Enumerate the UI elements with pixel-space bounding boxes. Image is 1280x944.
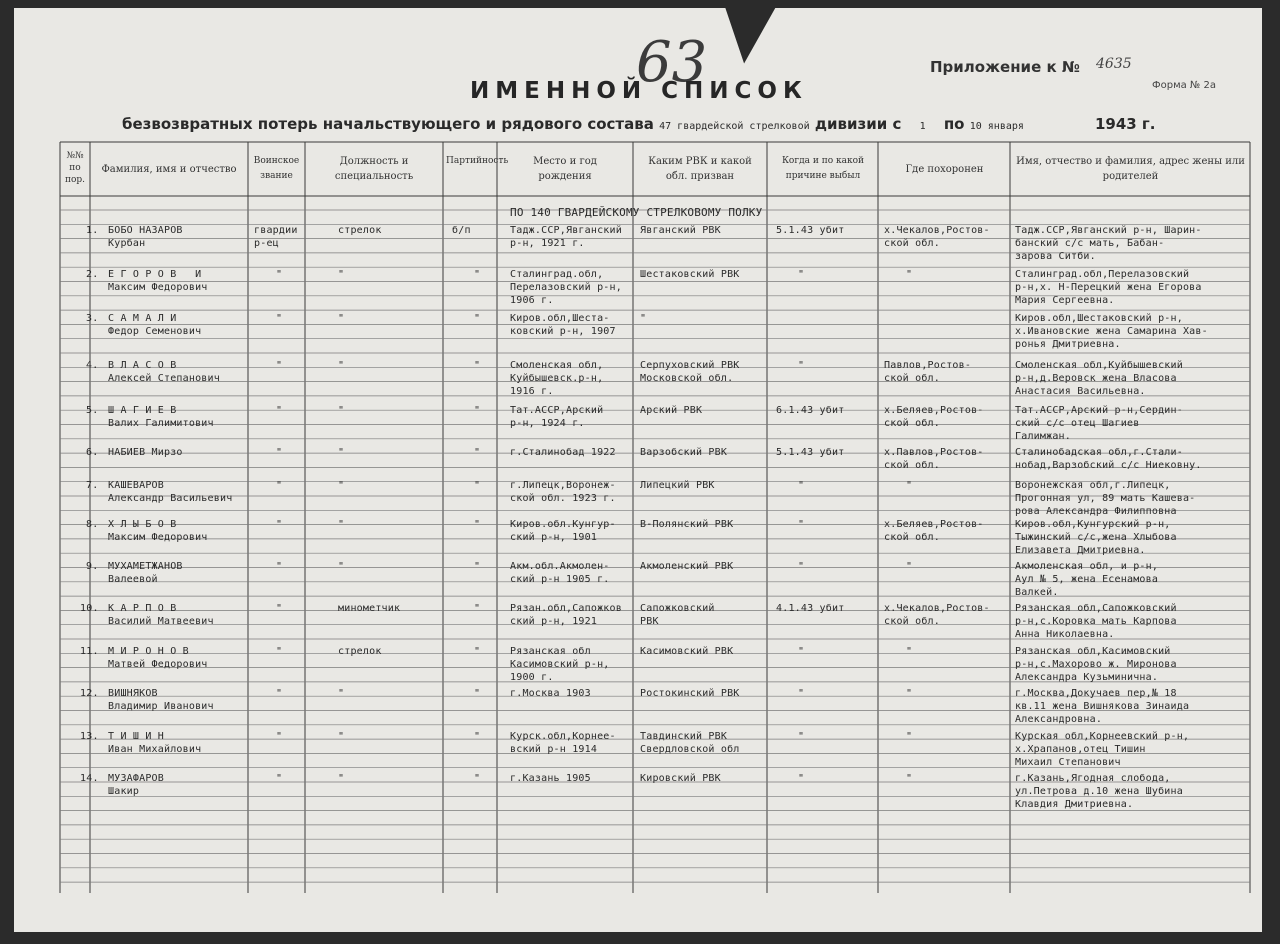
row-rvk: Ростокинский РВК xyxy=(640,688,740,699)
row-departed: " xyxy=(798,688,805,699)
row-name: Х Л Ы Б О В Максим Федорович xyxy=(108,519,208,543)
row-birth: Курск.обл,Корнее- вский р-н 1914 xyxy=(510,731,616,755)
row-party: " xyxy=(474,405,481,416)
subtitle-to: 10 января xyxy=(969,121,1024,132)
row-birth: Рязанская обл Касимовский р-н, 1900 г. xyxy=(510,646,610,683)
column-header-kin: Имя, отчество и фамилия, адрес жены или родителей xyxy=(1016,156,1245,182)
row-name: С А М А Л И Федор Семенович xyxy=(108,313,202,337)
row-birth: г.Казань 1905 xyxy=(510,773,591,784)
row-position: " xyxy=(338,447,345,458)
row-rvk: В-Полянский РВК xyxy=(640,519,734,530)
row-birth: Тадж.ССР,Явганский р-н, 1921 г. xyxy=(510,225,622,249)
row-position: " xyxy=(338,313,345,324)
row-rank: " xyxy=(276,561,283,572)
row-kin: Тат.АССР,Арский р-н,Сердин- ский с/с отец Шагиев Галимжан. xyxy=(1015,405,1183,442)
subtitle-pre: безвозвратных потерь начальствующего и рядового состава xyxy=(122,115,654,133)
row-rvk: Шестаковский РВК xyxy=(640,269,740,280)
row-party: " xyxy=(474,646,481,657)
row-buried: " xyxy=(906,561,913,572)
row-name: БОБО НАЗАРОВ Курбан xyxy=(108,225,183,249)
row-rank: " xyxy=(276,646,283,657)
row-rvk: Касимовский РВК xyxy=(640,646,734,657)
column-header-buried: Где похоронен xyxy=(905,164,984,175)
row-departed: " xyxy=(798,519,805,530)
row-position: " xyxy=(338,731,345,742)
row-position: " xyxy=(338,269,345,280)
handwritten-number: 63 xyxy=(636,30,708,95)
row-buried: х.Беляев,Ростов- ской обл. xyxy=(884,519,984,543)
row-buried: Павлов,Ростов- ской обл. xyxy=(884,360,972,384)
row-birth: Рязан.обл,Сапожков ский р-н, 1921 xyxy=(510,603,622,627)
column-header-number: №№ по пор. xyxy=(64,151,86,185)
section-title: ПО 140 ГВАРДЕЙСКОМУ СТРЕЛКОВОМУ ПОЛКУ xyxy=(510,206,763,219)
row-number: 11. xyxy=(80,646,99,657)
row-position: " xyxy=(338,360,345,371)
row-kin: Киров.обл,Кунгурский р-н, Тыжинский с/с,жена Хлыбова Елизавета Дмитриевна. xyxy=(1015,519,1177,556)
row-birth: г.Москва 1903 xyxy=(510,688,591,699)
column-header-rank: Воинское звание xyxy=(253,156,300,181)
row-kin: г.Москва,Докучаев пер,№ 18 кв.11 жена Вишнякова Зинаида Александровна. xyxy=(1015,688,1190,725)
row-departed: 5.1.43 убит xyxy=(776,447,845,458)
row-birth: Акм.обл.Акмолен- ский р-н 1905 г. xyxy=(510,561,610,585)
row-departed: " xyxy=(798,646,805,657)
row-birth: Тат.АССР,Арский р-н, 1924 г. xyxy=(510,405,604,429)
row-kin: Сталинобадская обл,г.Стали- нобад,Варзобский с/с Ниековну. xyxy=(1015,447,1202,471)
row-name: Е Г О Р О В И Максим Федорович xyxy=(108,269,208,293)
row-rank: " xyxy=(276,269,283,280)
row-rank: " xyxy=(276,360,283,371)
row-buried: х.Чекалов,Ростов- ской обл. xyxy=(884,225,990,249)
row-position: " xyxy=(338,405,345,416)
row-rvk: Липецкий РВК xyxy=(640,480,715,491)
row-rvk: Варзобский РВК xyxy=(640,447,728,458)
row-name: НАБИЕВ Мирзо xyxy=(108,447,183,458)
row-position: минометчик xyxy=(338,603,401,614)
row-party: " xyxy=(474,773,481,784)
row-buried: х.Павлов,Ростов- ской обл. xyxy=(884,447,984,471)
row-rvk: Серпуховский РВК Московской обл. xyxy=(640,360,740,384)
row-departed: 4.1.43 убит xyxy=(776,603,845,614)
column-header-rvk: Каким РВК и какой обл. призван xyxy=(648,156,752,182)
row-buried: " xyxy=(906,688,913,699)
row-name: МУЗАФАРОВ Шакир xyxy=(108,773,164,797)
row-number: 5. xyxy=(86,405,99,416)
row-birth: Киров.обл.Кунгур- ский р-н, 1901 xyxy=(510,519,616,543)
row-rank: " xyxy=(276,480,283,491)
row-position: стрелок xyxy=(338,646,382,657)
row-departed: " xyxy=(798,360,805,371)
row-rank: " xyxy=(276,313,283,324)
form-number: Форма № 2а xyxy=(1152,80,1216,91)
column-header-departed: Когда и по какой причине выбыл xyxy=(781,156,865,181)
document-subtitle xyxy=(122,115,1155,133)
row-departed: " xyxy=(798,269,805,280)
row-buried: " xyxy=(906,731,913,742)
row-departed: " xyxy=(798,731,805,742)
row-party: " xyxy=(474,688,481,699)
row-rank: " xyxy=(276,731,283,742)
subtitle-year: 1943 г. xyxy=(1094,115,1156,133)
subtitle-mid: дивизии с xyxy=(814,115,902,133)
row-position: " xyxy=(338,561,345,572)
row-rvk: " xyxy=(640,313,647,324)
row-position: " xyxy=(338,519,345,530)
row-number: 3. xyxy=(86,313,99,324)
row-birth: Киров.обл,Шеста- ковский р-н, 1907 xyxy=(510,313,616,337)
subtitle-to-label: по xyxy=(943,115,965,133)
row-rvk: Акмоленский РВК xyxy=(640,561,734,572)
row-party: " xyxy=(474,269,481,280)
row-buried: " xyxy=(906,646,913,657)
row-rvk: Кировский РВК xyxy=(640,773,721,784)
row-rank: " xyxy=(276,603,283,614)
row-name: Т И Ш И Н Иван Михайлович xyxy=(108,731,202,755)
row-party: " xyxy=(474,360,481,371)
row-kin: Акмоленская обл, и р-н, Аул № 5, жена Есенамова Валкей. xyxy=(1015,561,1159,598)
row-kin: Сталинград.обл,Перелазовский р-н,х. Н-Перецкий жена Егорова Мария Сергеевна. xyxy=(1015,269,1202,306)
column-header-birth: Место и год рождения xyxy=(533,156,597,182)
row-name: В Л А С О В Алексей Степанович xyxy=(108,360,220,384)
row-number: 7. xyxy=(86,480,99,491)
row-number: 2. xyxy=(86,269,99,280)
row-party: б/п xyxy=(452,225,471,236)
row-rvk: Арский РВК xyxy=(640,405,703,416)
row-name: КАШЕВАРОВ Александр Васильевич xyxy=(108,480,233,504)
row-position: " xyxy=(338,688,345,699)
subtitle-from: 1 xyxy=(919,121,926,132)
row-birth: г.Сталинобад 1922 xyxy=(510,447,616,458)
row-buried: х.Чекалов,Ростов- ской обл. xyxy=(884,603,990,627)
row-number: 10. xyxy=(80,603,99,614)
row-party: " xyxy=(474,603,481,614)
row-departed: " xyxy=(798,480,805,491)
row-buried: " xyxy=(906,480,913,491)
row-birth: Сталинград.обл, Перелазовский р-н, 1906 г. xyxy=(510,269,622,306)
document-title: ИМЕННОЙ СПИСОК xyxy=(470,78,808,104)
row-birth: Смоленская обл, Куйбышевск.р-н, 1916 г. xyxy=(510,360,604,397)
row-rvk: Явганский РВК xyxy=(640,225,721,236)
row-number: 6. xyxy=(86,447,99,458)
subtitle-unit: 47 гвардейской стрелковой xyxy=(659,121,810,132)
row-rank: " xyxy=(276,519,283,530)
row-kin: Киров.обл,Шестаковский р-н, х.Ивановские жена Самарина Хав- ронья Дмитриевна. xyxy=(1015,313,1208,350)
row-departed: 5.1.43 убит xyxy=(776,225,845,236)
row-buried: " xyxy=(906,773,913,784)
row-rvk: Тавдинский РВК Свердловской обл xyxy=(640,731,740,755)
row-party: " xyxy=(474,519,481,530)
row-name: К А Р П О В Василий Матвеевич xyxy=(108,603,214,627)
row-number: 1. xyxy=(86,225,99,236)
row-party: " xyxy=(474,313,481,324)
row-departed: 6.1.43 убит xyxy=(776,405,845,416)
row-party: " xyxy=(474,561,481,572)
row-rvk: Сапожковский РВК xyxy=(640,603,715,627)
row-kin: Воронежская обл,г.Липецк, Прогонная ул, 89 мать Кашева- рова Александра Филипповна xyxy=(1015,480,1196,517)
row-buried: " xyxy=(906,269,913,280)
row-number: 9. xyxy=(86,561,99,572)
row-name: Ш А Г И Е В Валих Галимитович xyxy=(108,405,214,429)
row-number: 12. xyxy=(80,688,99,699)
row-departed: " xyxy=(798,561,805,572)
row-buried: х.Беляев,Ростов- ской обл. xyxy=(884,405,984,429)
row-name: М И Р О Н О В Матвей Федорович xyxy=(108,646,208,670)
row-number: 13. xyxy=(80,731,99,742)
row-name: ВИШНЯКОВ Владимир Иванович xyxy=(108,688,214,712)
row-kin: Смоленская обл,Куйбышевский р-н,д.Веровск жена Власова Анастасия Васильевна. xyxy=(1015,360,1183,397)
row-number: 8. xyxy=(86,519,99,530)
row-position: " xyxy=(338,480,345,491)
row-kin: Рязанская обл,Сапожковский р-н,с.Коровка мать Карпова Анна Николаевна. xyxy=(1015,603,1177,640)
appendix-number: 4635 xyxy=(1096,56,1132,72)
row-party: " xyxy=(474,447,481,458)
row-rank: гвардии р-ец xyxy=(254,225,298,249)
row-party: " xyxy=(474,731,481,742)
row-kin: г.Казань,Ягодная слобода, ул.Петрова д.10 жена Шубина Клавдия Дмитриевна. xyxy=(1015,773,1183,810)
row-departed: " xyxy=(798,773,805,784)
row-kin: Тадж.ССР,Явганский р-н, Шарин- банский с/с мать, Бабан- зарова Ситби. xyxy=(1015,225,1202,262)
column-header-party: Партийность xyxy=(446,156,509,166)
appendix-label: Приложение к № xyxy=(930,58,1080,76)
row-kin: Курская обл,Корнеевский р-н, х.Храпанов,отец Тишин Михаил Степанович xyxy=(1015,731,1190,768)
row-position: стрелок xyxy=(338,225,382,236)
row-party: " xyxy=(474,480,481,491)
row-name: МУХАМЕТЖАНОВ Валеевой xyxy=(108,561,183,585)
row-rank: " xyxy=(276,447,283,458)
row-number: 4. xyxy=(86,360,99,371)
column-header-name: Фамилия, имя и отчество xyxy=(101,164,237,175)
row-birth: г.Липецк,Воронеж- ской обл. 1923 г. xyxy=(510,480,616,504)
row-rank: " xyxy=(276,405,283,416)
row-kin: Рязанская обл,Касимовский р-н,с.Махорово ж. Миронова Александра Кузьминична. xyxy=(1015,646,1177,683)
row-number: 14. xyxy=(80,773,99,784)
row-rank: " xyxy=(276,688,283,699)
column-header-position: Должность и специальность xyxy=(334,156,414,182)
row-rank: " xyxy=(276,773,283,784)
row-position: " xyxy=(338,773,345,784)
